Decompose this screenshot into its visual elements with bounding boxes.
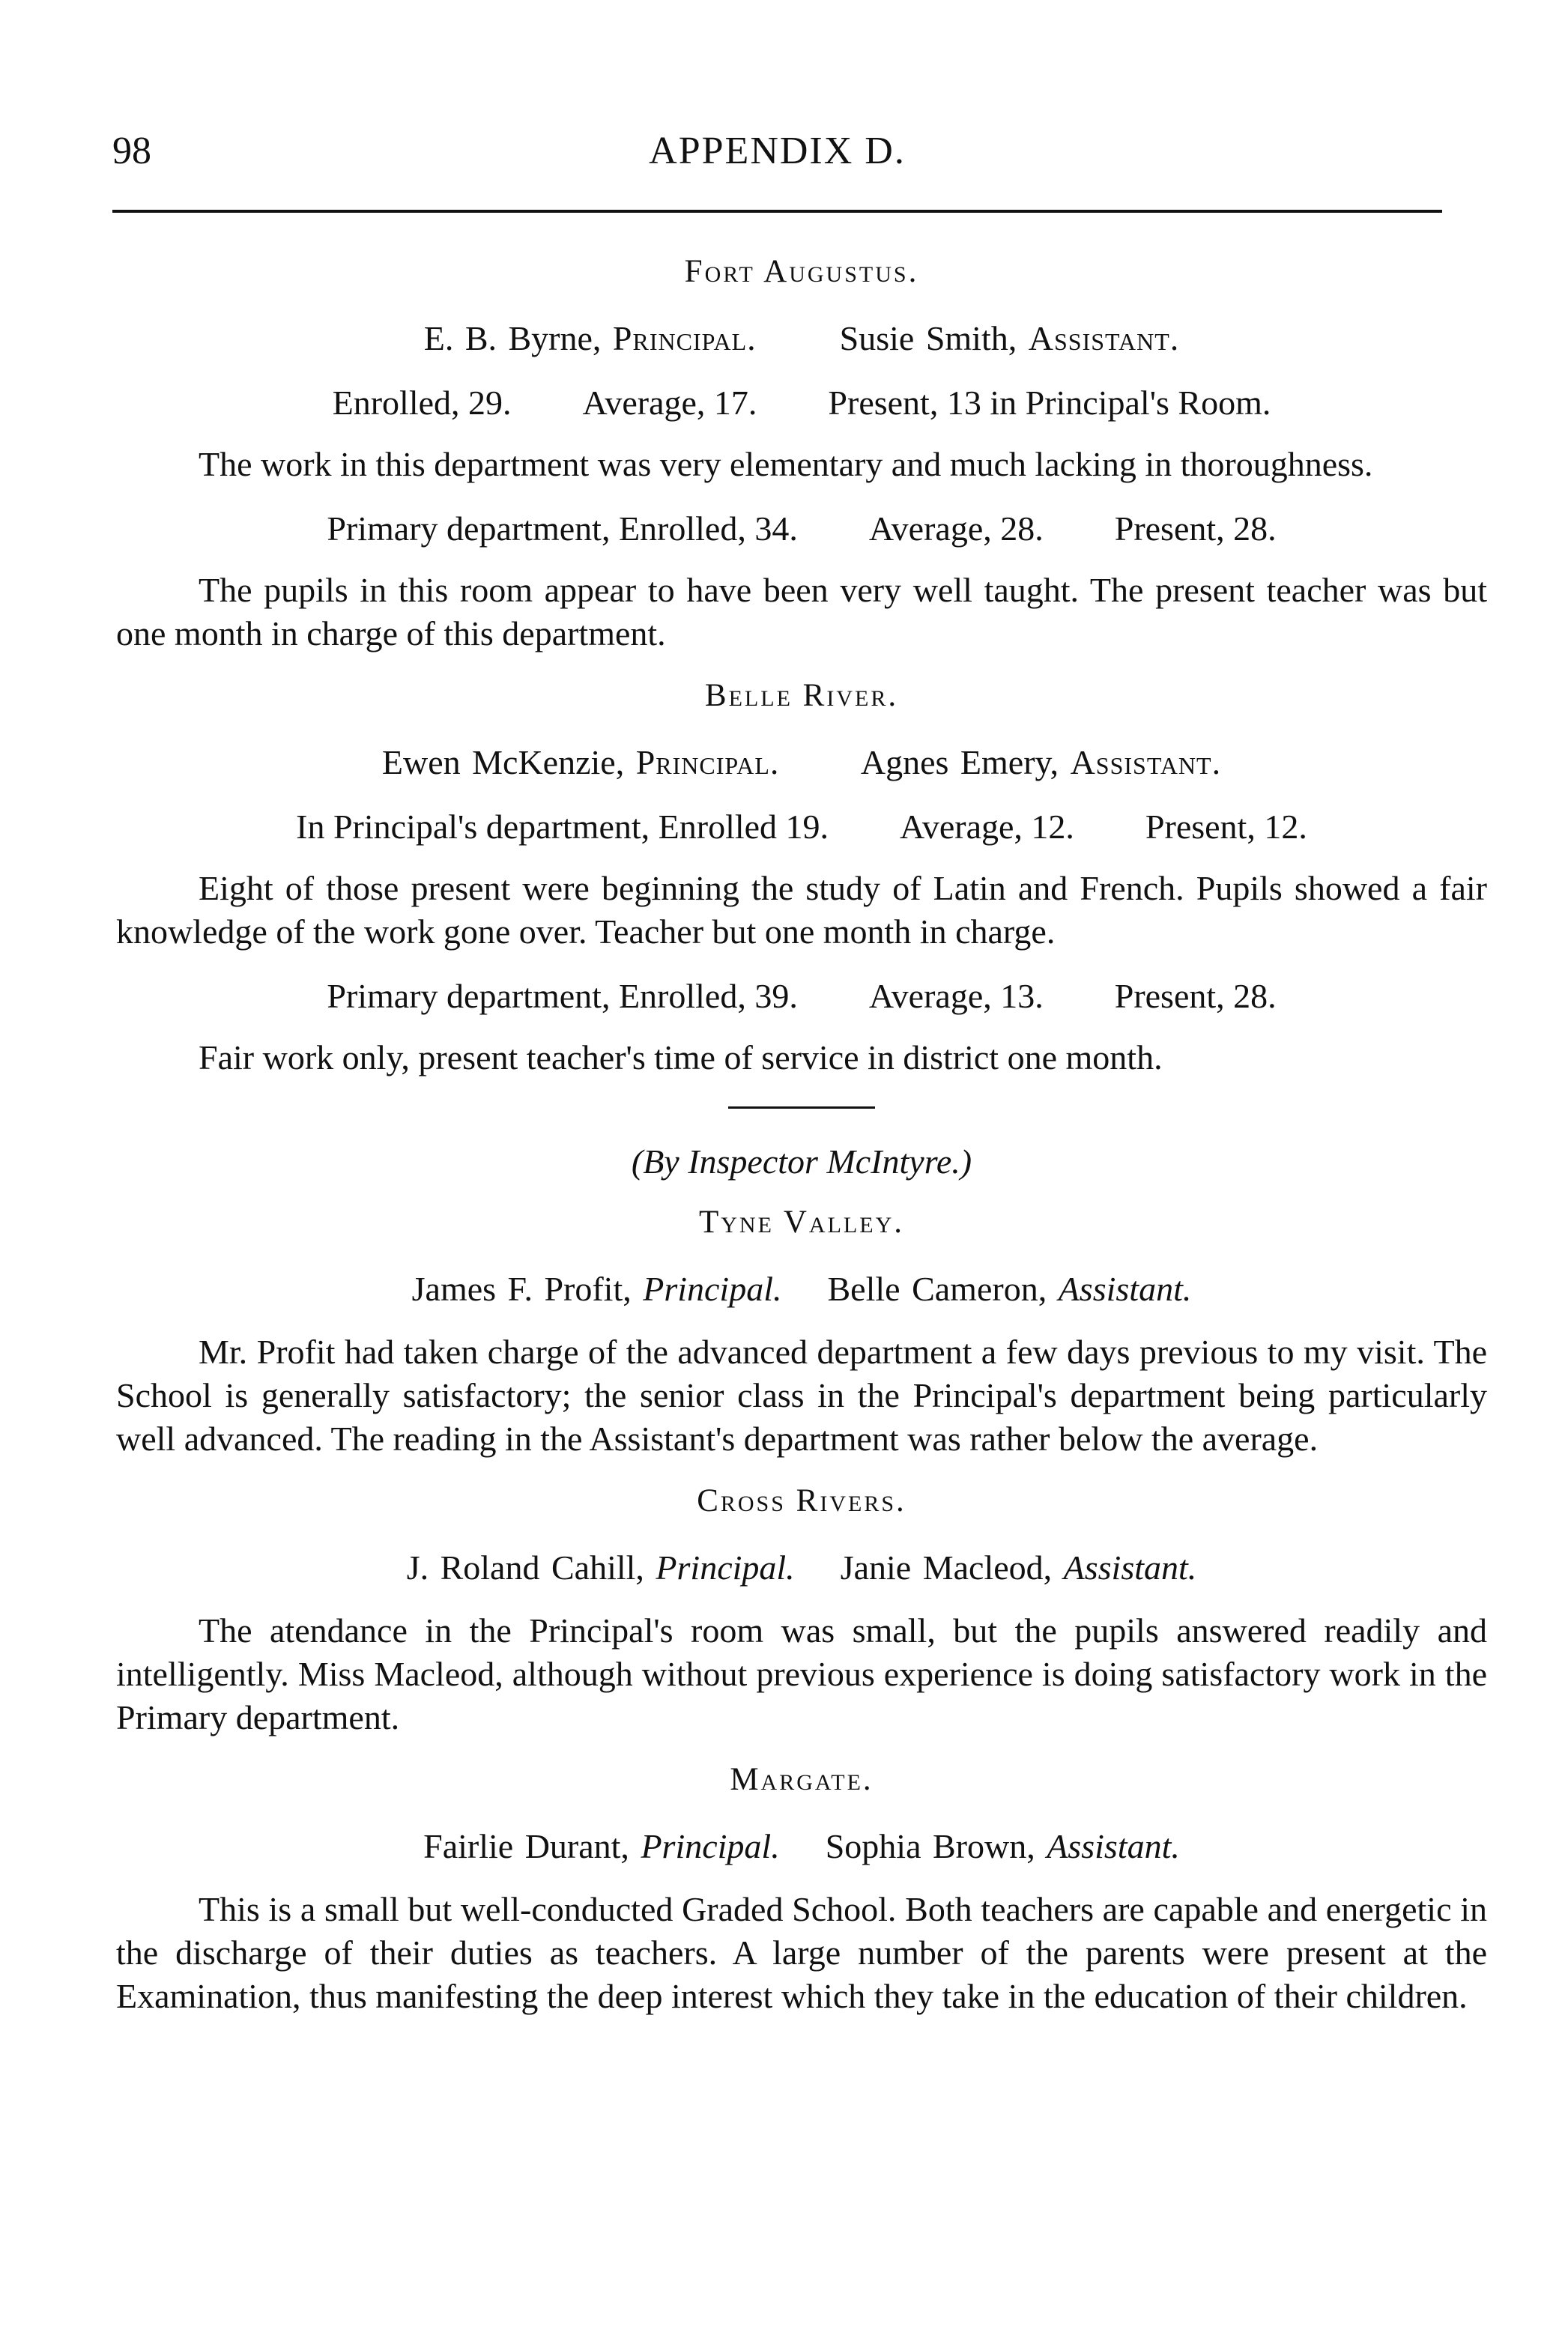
assistant-name: Janie Macleod, (840, 1548, 1053, 1587)
section-margate (116, 1759, 1487, 2018)
page-header (112, 129, 1442, 181)
report-paragraph: The work in this department was very elementary and much lacking in thoroughness. (199, 445, 1373, 483)
staff-line (116, 1823, 1487, 1870)
stat-average: Average, 12. (900, 808, 1074, 846)
assistant-name: Agnes Emery, (860, 743, 1059, 781)
stat-present: Present, 12. (1145, 808, 1307, 846)
section-title: Margate. (730, 1762, 874, 1797)
stat-present: Present, 28. (1114, 509, 1277, 548)
stat-average: Average, 28. (868, 509, 1044, 548)
section-belle-river (116, 675, 1487, 1079)
assistant-name: Belle Cameron, (827, 1270, 1047, 1308)
principal-name: James F. Profit, (411, 1270, 632, 1308)
section-tyne-valley (116, 1202, 1487, 1461)
section-title: Cross Rivers. (697, 1483, 906, 1518)
assistant-role: Assistant. (1047, 1827, 1180, 1865)
staff-line (116, 315, 1487, 362)
section-divider (728, 1106, 875, 1109)
report-paragraph: The atendance in the Principal's room was small, but the pupils answered readily and intelligently. Miss Macleod, although without previous experience is doing satisfactory work in the Primary department. (116, 1611, 1487, 1736)
principal-role: Principal. (643, 1270, 782, 1308)
stat-present: Present, 28. (1114, 977, 1277, 1015)
header-rule (112, 210, 1442, 213)
assistant-role: Assistant. (1063, 1548, 1197, 1587)
assistant-name: Susie Smith, (839, 319, 1017, 357)
staff-line (116, 1545, 1487, 1591)
section-title: Tyne Valley. (698, 1205, 904, 1240)
running-head: APPENDIX D. (649, 130, 906, 172)
report-paragraph: Fair work only, present teacher's time of service in district one month. (199, 1038, 1163, 1076)
page-number: 98 (112, 130, 151, 172)
stat-present: Present, 13 in Principal's Room. (828, 384, 1271, 422)
stat-average: Average, 17. (582, 384, 757, 422)
report-paragraph: Eight of those present were beginning the study of Latin and French. Pupils showed a fair knowledge of the work gone over. Teacher but one month in charge. (116, 869, 1487, 951)
stat-enrolled: In Principal's department, Enrolled 19. (296, 808, 829, 846)
principal-role: Principal. (612, 319, 757, 357)
principal-name: Fairlie Durant, (423, 1827, 629, 1865)
assistant-role: Assistant. (1070, 743, 1222, 781)
assistant-name: Sophia Brown, (825, 1827, 1035, 1865)
staff-line (116, 1266, 1487, 1312)
inspector-byline: (By Inspector McIntyre.) (631, 1142, 972, 1181)
staff-line (116, 739, 1487, 786)
section-fort-augustus (116, 251, 1487, 655)
principal-name: Ewen McKenzie, (381, 743, 625, 781)
stat-enrolled: Primary department, Enrolled, 34. (327, 509, 798, 548)
enrollment-stats (116, 380, 1487, 426)
principal-role: Principal. (641, 1827, 780, 1865)
report-paragraph: This is a small but well-conducted Graded School. Both teachers are capable and energetic in the discharge of their duties as teachers. A large number of the parents were present at the Examination, thus manifesting the deep interest which they take in the education of their children. (116, 1890, 1487, 2015)
principal-name: J. Roland Cahill, (406, 1548, 644, 1587)
assistant-role: Assistant. (1028, 319, 1180, 357)
report-paragraph: The pupils in this room appear to have been very well taught. The present teacher was but one month in charge of this department. (116, 571, 1487, 652)
principal-role: Principal. (656, 1548, 795, 1587)
primary-stats (116, 506, 1487, 552)
enrollment-stats (116, 804, 1487, 850)
primary-stats (116, 973, 1487, 1020)
assistant-role: Assistant. (1058, 1270, 1192, 1308)
stat-enrolled: Enrolled, 29. (332, 384, 512, 422)
section-title: Belle River. (704, 678, 899, 713)
section-title: Fort Augustus. (684, 254, 919, 289)
principal-role: Principal. (635, 743, 780, 781)
stat-average: Average, 13. (868, 977, 1044, 1015)
stat-enrolled: Primary department, Enrolled, 39. (327, 977, 798, 1015)
section-cross-rivers (116, 1480, 1487, 1739)
page-content (116, 251, 1487, 2044)
report-paragraph: Mr. Profit had taken charge of the advanced department a few days previous to my visit. The School is generally satisfactory; the senior class in the Principal's department being particularly well advanced. The reading in the Assistant's department was rather below the average. (116, 1333, 1487, 1458)
principal-name: E. B. Byrne, (423, 319, 602, 357)
